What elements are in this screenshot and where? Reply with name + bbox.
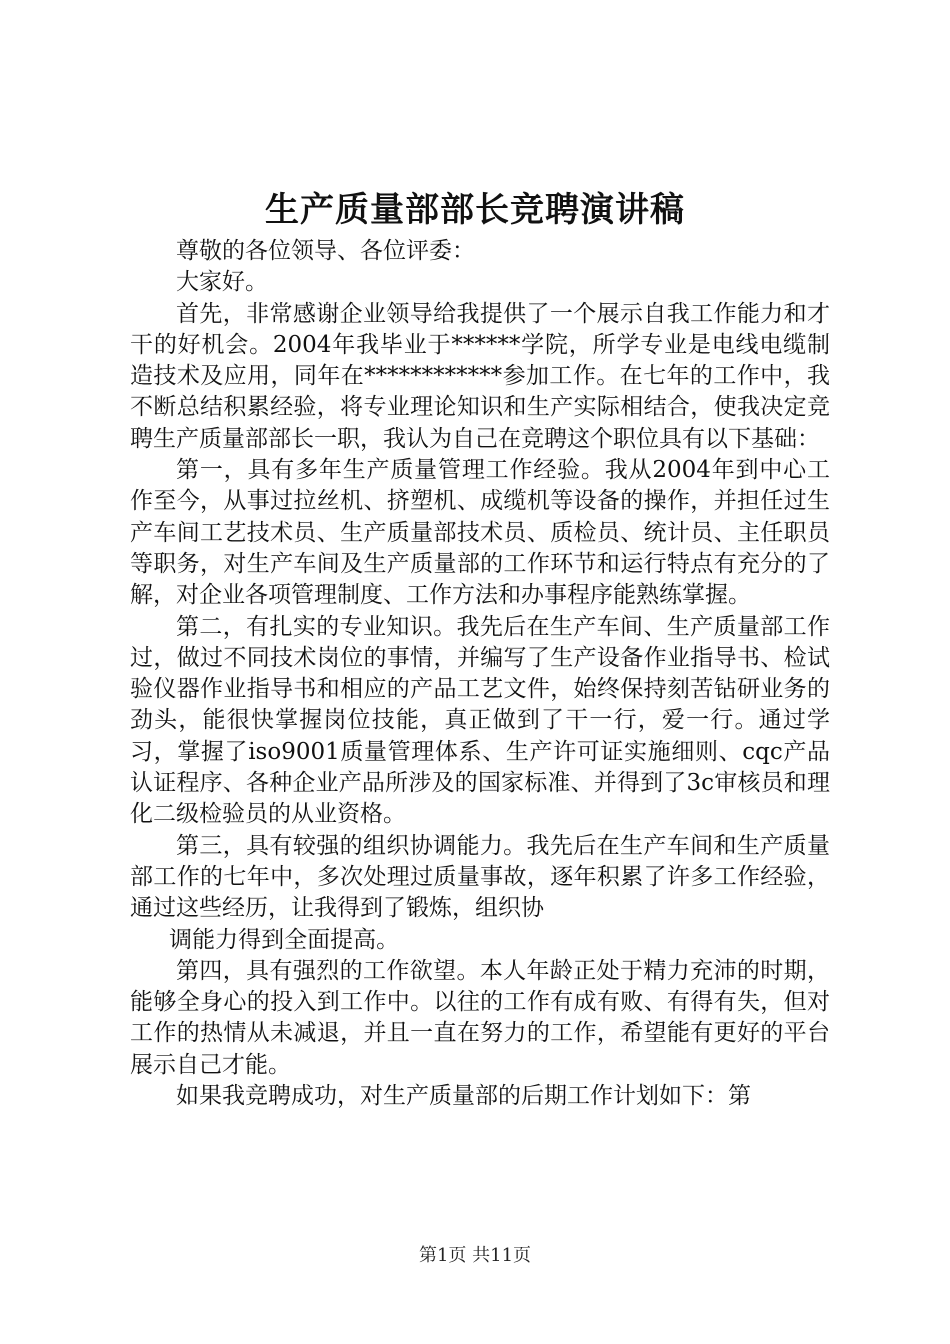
paragraph-third-point: 第三，具有较强的组织协调能力。我先后在生产车间和生产质量部工作的七年中，多次处理过质量事故，逐年积累了许多工作经验，通过这些经历，让我得到了锻炼，组织协 [130, 832, 830, 922]
greeting: 大家好。 [176, 269, 268, 296]
paragraph-second-point: 第二，有扎实的专业知识。我先后在生产车间、生产质量部工作过，做过不同技术岗位的事情，并编写了生产设备作业指导书、检试验仪器作业指导书和相应的产品工艺文件，始终保持刻苦钻研业务的劲头，能很快掌握岗位技能，真正做到了干一行，爱一行。通过学习，掌握了iso9001质量管理体系、生产许可证实施细则、cqc产品认证程序、各种企业产品所涉及的国家标准、并得到了3c审核员和理化二级检验员的从业资格。 [130, 613, 830, 828]
document-title: 生产质量部部长竞聘演讲稿 [265, 190, 685, 230]
paragraph-intro: 首先，非常感谢企业领导给我提供了一个展示自我工作能力和才干的好机会。2004年我毕业于******学院，所学专业是电线电缆制造技术及应用，同年在************参加工作。在七年的工作中，我不断总结积累经验，将专业理论知识和生产实际相结合，使我决定竞聘生产质量部部长一职，我认为自己在竞聘这个职位具有以下基础： [130, 300, 830, 452]
paragraph-third-point-continuation: 调能力得到全面提高。 [169, 926, 400, 953]
salutation: 尊敬的各位领导、各位评委： [176, 238, 475, 264]
paragraph-first-point: 第一，具有多年生产质量管理工作经验。我从2004年到中心工作至今，从事过拉丝机、挤塑机、成缆机等设备的操作，并担任过生产车间工艺技术员、生产质量部技术员、质检员、统计员、主任职员等职务，对生产车间及生产质量部的工作环节和运行特点有充分的了解，对企业各项管理制度、工作方法和办事程序能熟练掌握。 [130, 457, 830, 609]
paragraph-fourth-point: 第四，具有强烈的工作欲望。本人年龄正处于精力充沛的时期，能够全身心的投入到工作中。以往的工作有成有败、有得有失，但对工作的热情从未减退，并且一直在努力的工作，希望能有更好的平台展示自己才能。 [130, 957, 830, 1078]
paragraph-work-plan: 如果我竞聘成功，对生产质量部的后期工作计划如下：第 [176, 1083, 751, 1110]
page-footer: 第1页 共11页 [418, 1245, 532, 1266]
document-body [130, 236, 830, 1112]
